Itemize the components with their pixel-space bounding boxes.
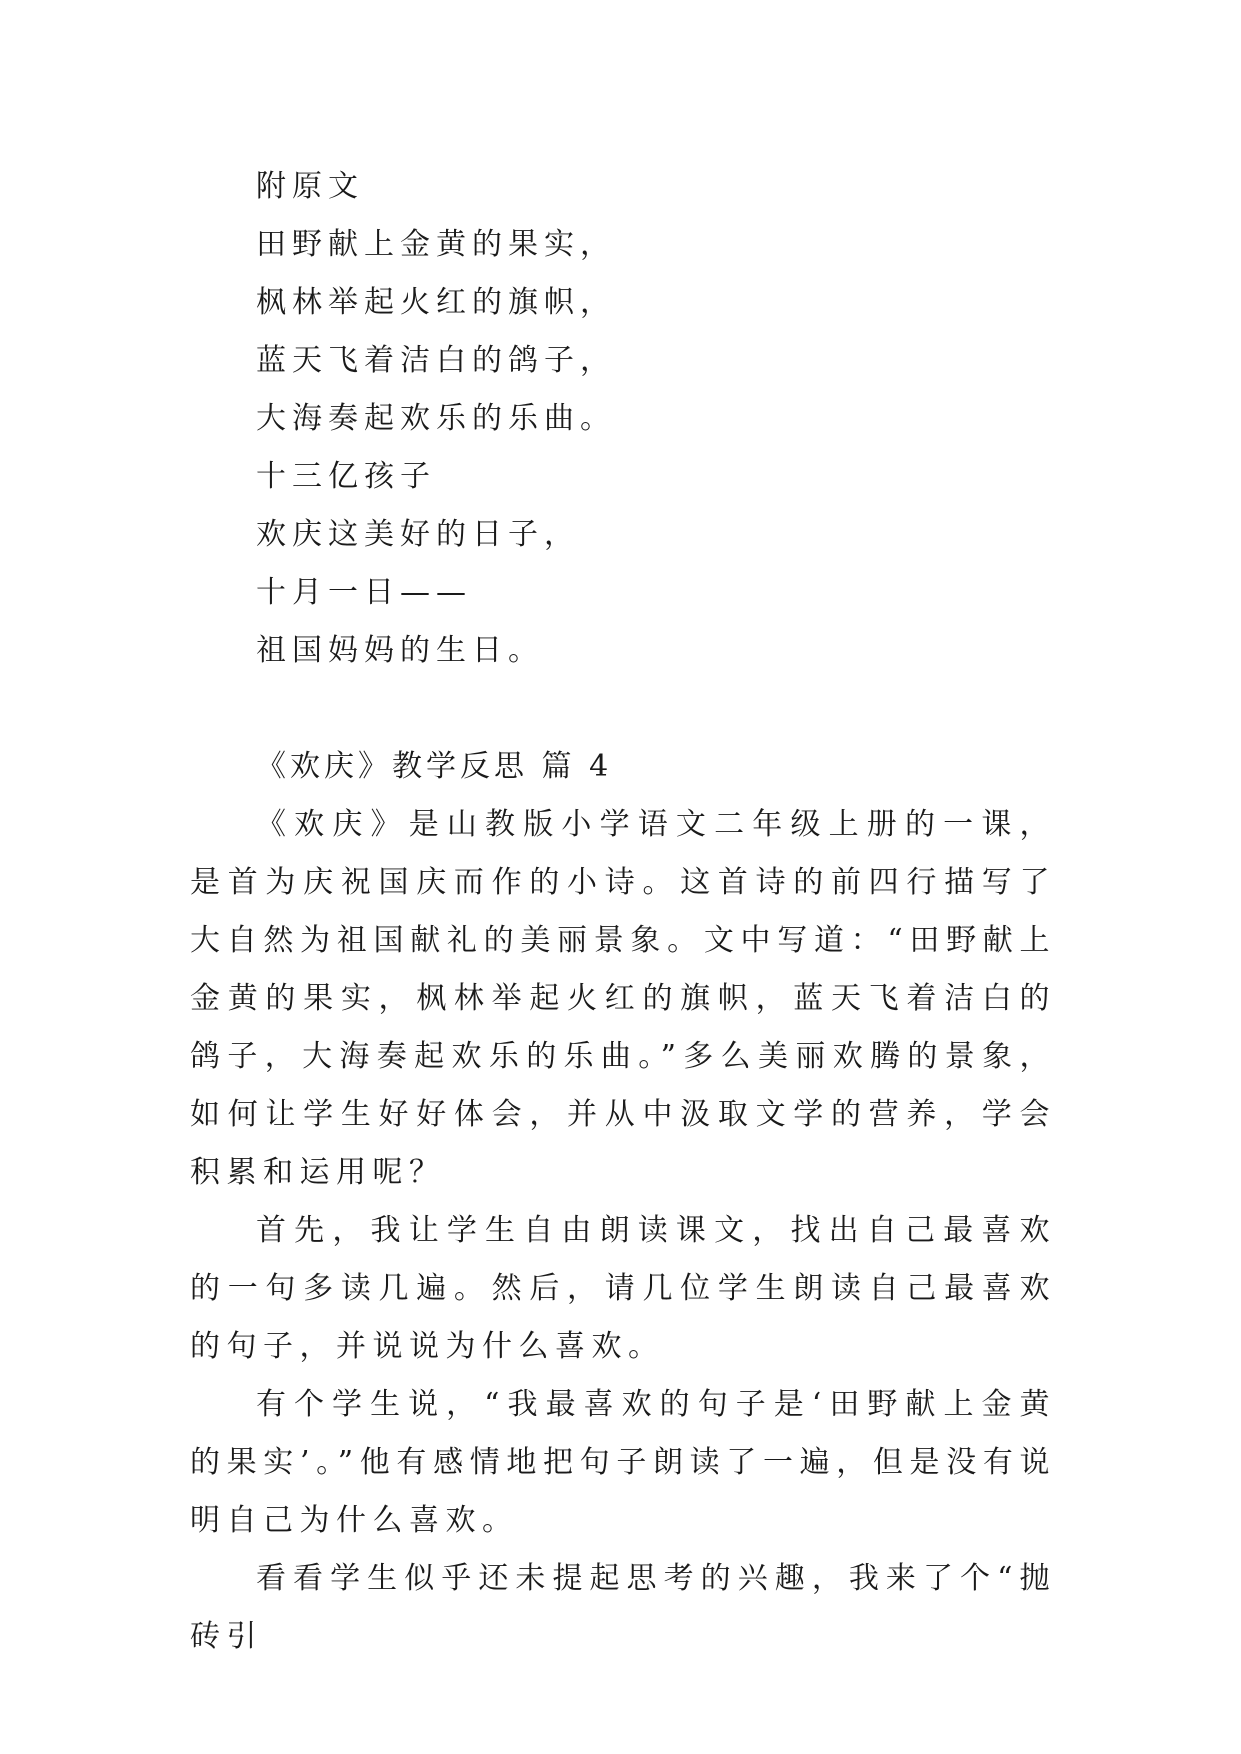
poem-line: 枫林举起火红的旗帜，: [256, 285, 616, 320]
article-title: 《欢庆》教学反思 篇 4: [256, 749, 613, 784]
poem-line: 祖国妈妈的生日。: [256, 633, 544, 668]
poem-line: 蓝天飞着洁白的鸽子，: [256, 343, 616, 378]
article-paragraph: 看看学生似乎还未提起思考的兴趣，我来了个“抛砖引: [190, 1561, 1056, 1654]
appendix-heading: 附原文: [256, 169, 364, 204]
article-paragraph: 首先，我让学生自由朗读课文，找出自己最喜欢的一句多读几遍。然后，请几位学生朗读自己最喜欢的句子，并说说为什么喜欢。: [190, 1213, 1056, 1364]
article-paragraph: 《欢庆》是山教版小学语文二年级上册的一课，是首为庆祝国庆而作的小诗。这首诗的前四行描写了大自然为祖国献礼的美丽景象。文中写道：“田野献上金黄的果实，枫林举起火红的旗帜，蓝天飞着洁白的鸽子，大海奏起欢乐的乐曲。”多么美丽欢腾的景象，如何让学生好好体会，并从中汲取文学的营养，学会积累和运用呢？: [190, 807, 1056, 1190]
article-paragraph: 有个学生说，“我最喜欢的句子是‘田野献上金黄的果实’。”他有感情地把句子朗读了一遍，但是没有说明自己为什么喜欢。: [190, 1387, 1056, 1538]
poem-line: 大海奏起欢乐的乐曲。: [256, 401, 616, 436]
poem-line: 十三亿孩子: [256, 459, 436, 494]
poem-line: 田野献上金黄的果实，: [256, 227, 616, 262]
appendix-poem: [256, 158, 956, 680]
poem-line: 欢庆这美好的日子，: [256, 517, 580, 552]
poem-line: 十月一日——: [256, 575, 472, 610]
article-section: [190, 738, 1056, 1666]
